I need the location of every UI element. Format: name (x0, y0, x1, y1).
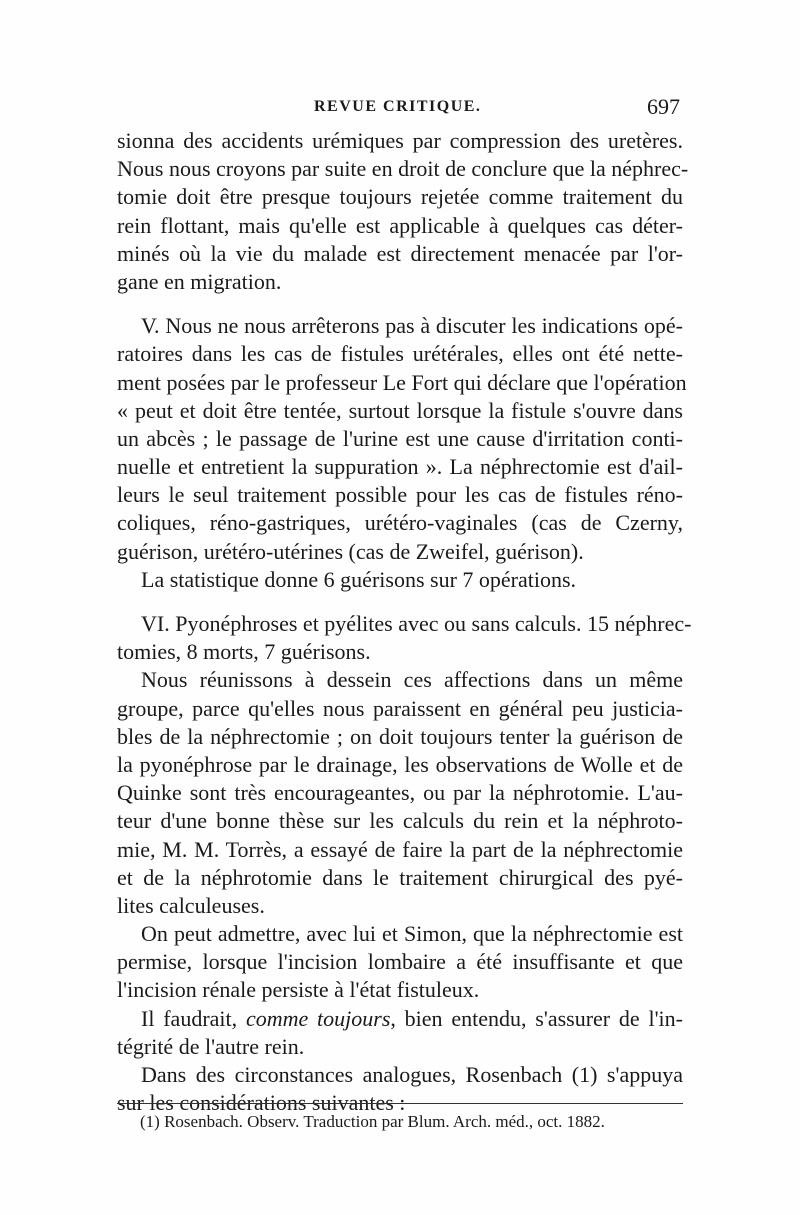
body-text (117, 127, 692, 1117)
text-line: bles de la néphrectomie ; on doit toujours tenter la guérison de (117, 723, 683, 749)
text-line: sur les considérations suivantes : (117, 1090, 406, 1116)
footnote: (1) Rosenbach. Observ. Traduction par Blum. Arch. méd., oct. 1882. (140, 1112, 605, 1131)
text-line: permise, lorsque l'incision lombaire a été insuffisante et que (117, 949, 683, 975)
text-line: On peut admettre, avec lui et Simon, que la néphrectomie est (141, 921, 683, 947)
text-line: teur d'une bonne thèse sur les calculs du rein et la néphroto- (117, 808, 683, 834)
text-line: ment posées par le professeur Le Fort qui déclare que l'opération (117, 369, 687, 395)
page-number: 697 (647, 94, 680, 119)
text-line: nuelle et entretient la suppuration ». La néphrectomie est d'ail- (117, 454, 683, 480)
text-line: tomie doit être presque toujours rejetée comme traitement du (117, 184, 683, 210)
text-line: Nous nous croyons par suite en droit de conclure que la néphrec- (117, 156, 689, 182)
text-line: La statistique donne 6 guérisons sur 7 opérations. (141, 566, 577, 592)
paragraph-gap (117, 594, 683, 610)
text-line: sionna des accidents urémiques par compression des uretères. (117, 128, 683, 153)
text-line: coliques, réno-gastriques, urétéro-vaginales (cas de Czerny, (117, 510, 683, 536)
text-line: minés où la vie du malade est directement menacée par l'or- (117, 240, 683, 266)
text-line: Nous réunissons à dessein ces affections dans un même (141, 667, 683, 693)
text-line: et de la néphrotomie dans le traitement chirurgical des pyé- (117, 864, 683, 890)
text-line: guérison, urétéro-utérines (cas de Zweifel, guérison). (117, 538, 584, 564)
text-line: VI. Pyonéphroses et pyélites avec ou sans calculs. 15 néphrec- (141, 611, 692, 636)
text-line: leurs le seul traitement possible pour les cas de fistules réno- (117, 482, 683, 508)
text-line: tégrité de l'autre rein. (117, 1033, 305, 1059)
text-line: un abcès ; le passage de l'urine est une cause d'irritation conti- (117, 425, 683, 451)
running-head: REVUE CRITIQUE. (314, 98, 482, 115)
text-line: mie, M. M. Torrès, a essayé de faire la part de la néphrectomie (117, 836, 683, 862)
footnote-rule (117, 1103, 683, 1104)
text-line: V. Nous ne nous arrêterons pas à discuter les indications opé- (141, 313, 683, 339)
text-line-mixed (117, 1005, 683, 1033)
text-line: rein flottant, mais qu'elle est applicable à quelques cas déter- (117, 212, 683, 238)
text-line: lites calculeuses. (117, 892, 265, 918)
text-line: la pyonéphrose par le drainage, les observations de Wolle et de (117, 751, 683, 777)
italic-run: comme toujours (245, 1005, 391, 1031)
text-line: tomies, 8 morts, 7 guérisons. (117, 639, 371, 665)
text-line: gane en migration. (117, 268, 282, 294)
text-run: , bien entendu, s'assurer de l'in- (390, 1005, 683, 1031)
text-line: Dans des circonstances analogues, Rosenbach (1) s'appuya (141, 1062, 683, 1087)
text-line: l'incision rénale persiste à l'état fistuleux. (117, 977, 480, 1003)
text-line: « peut et doit être tentée, surtout lorsque la fistule s'ouvre dans (117, 397, 683, 423)
text-line: ratoires dans les cas de fistules urétérales, elles ont été nette- (117, 341, 683, 367)
text-line: groupe, parce qu'elles nous paraissent en général peu justicia- (117, 695, 683, 721)
text-line: Quinke sont très encourageantes, ou par la néphrotomie. L'au- (117, 780, 683, 806)
paragraph-gap (117, 296, 683, 312)
text-run: Il faudrait, (141, 1005, 246, 1031)
